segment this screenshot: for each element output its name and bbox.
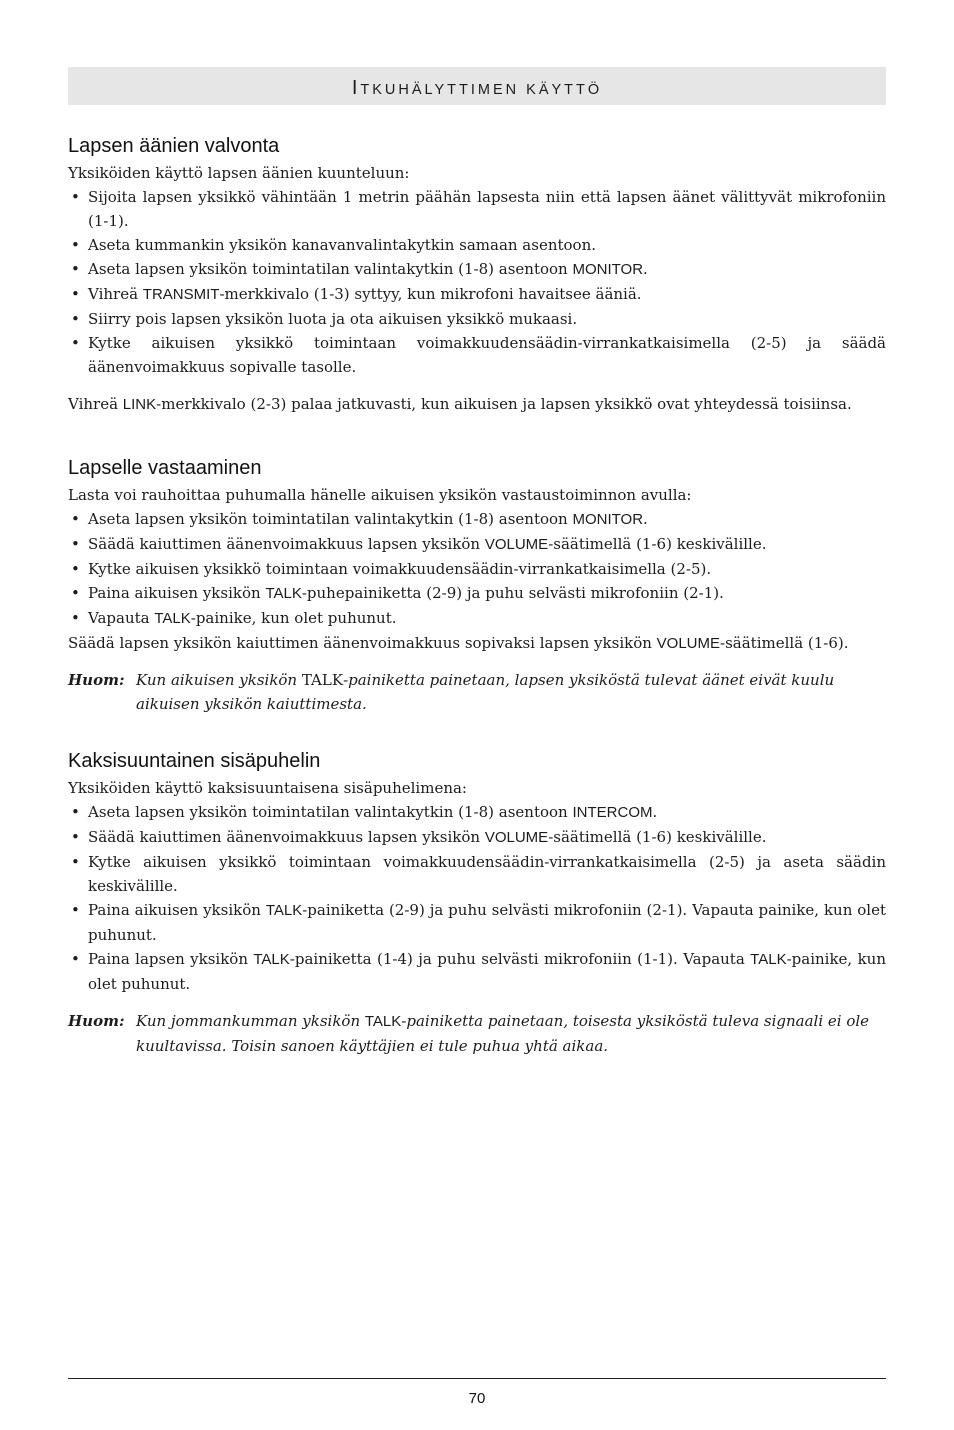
instruction-list <box>68 800 886 996</box>
control-name: TALK <box>253 951 290 968</box>
list-item <box>68 825 886 850</box>
list-item <box>68 185 886 233</box>
control-name: TALK <box>265 902 303 919</box>
list-item <box>68 800 886 825</box>
item-text: -merkkivalo (1-3) syttyy, kun mikrofoni havaitsee ääniä. <box>219 285 642 303</box>
item-text: Aseta kummankin yksikön kanavanvalintakytkin samaan asentoon. <box>88 236 597 254</box>
list-item <box>68 581 886 606</box>
list-item <box>68 947 886 996</box>
closing-text: Vihreä <box>68 395 123 413</box>
item-text: -painiketta (2-9) ja puhu selvästi mikrofoniin (2-1). Vapauta painike, kun olet puhunut. <box>88 901 886 944</box>
item-text: . <box>652 803 658 821</box>
item-text: . <box>643 260 648 278</box>
note-text <box>136 1009 878 1058</box>
control-name: MONITOR <box>572 261 644 278</box>
item-text: Paina aikuisen yksikön <box>88 584 266 602</box>
list-item <box>68 532 886 557</box>
list-item <box>68 331 886 379</box>
list-item <box>68 606 886 631</box>
item-text: . <box>643 510 648 528</box>
item-text: -painike, kun olet puhunut. <box>88 950 886 993</box>
item-text: -säätimellä (1-6) keskivälille. <box>548 828 767 846</box>
item-text: Aseta lapsen yksikön toimintatilan valintakytkin (1-8) asentoon <box>88 803 573 821</box>
control-name: TRANSMIT <box>142 286 220 303</box>
closing-text: -säätimellä (1-6). <box>720 634 849 652</box>
control-name: VOLUME <box>656 635 721 652</box>
item-text: Siirry pois lapsen yksikön luota ja ota aikuisen yksikkö mukaasi. <box>88 310 578 328</box>
item-text: Aseta lapsen yksikön toimintatilan valintakytkin (1-8) asentoon <box>88 260 573 278</box>
item-text: Säädä kaiuttimen äänenvoimakkuus lapsen yksikön <box>88 535 485 553</box>
list-item <box>68 307 886 331</box>
section-monitoring <box>68 134 886 417</box>
note-block <box>68 668 886 716</box>
note-text-part: Kun jommankumman yksikön <box>136 1012 365 1030</box>
item-text: Kytke aikuisen yksikkö toimintaan voimakkuudensäädin-virrankatkaisimella (2-5). <box>88 560 712 578</box>
item-text: -puhepainiketta (2-9) ja puhu selvästi mikrofoniin (2-1). <box>301 584 724 602</box>
item-text: Sijoita lapsen yksikkö vähintään 1 metrin päähän lapsesta niin että lapsen äänet välittyvät mikrofoniin (1-1). <box>88 188 886 230</box>
item-text: Säädä kaiuttimen äänenvoimakkuus lapsen yksikön <box>88 828 485 846</box>
control-name: TALK <box>265 585 302 602</box>
note-text-part: Kun aikuisen yksikön <box>136 671 302 689</box>
control-name: VOLUME <box>484 829 549 846</box>
section-closing <box>68 392 886 417</box>
item-text: Aseta lapsen yksikön toimintatilan valintakytkin (1-8) asentoon <box>88 510 573 528</box>
chapter-title: ITKUHÄLYTTIMEN KÄYTTÖ <box>351 77 603 99</box>
footer-divider <box>68 1378 886 1379</box>
item-text: Kytke aikuisen yksikkö toimintaan voimakkuudensäädin-virrankatkaisimella (2-5) ja säädä äänenvoimakkuus sopivalle tasolle. <box>88 334 886 376</box>
item-text: -painiketta (1-4) ja puhu selvästi mikrofoniin (1-1). Vapauta <box>289 950 751 968</box>
section-heading: Kaksisuuntainen sisäpuhelin <box>68 750 321 772</box>
item-text: -säätimellä (1-6) keskivälille. <box>548 535 767 553</box>
section-intercom <box>68 749 886 1058</box>
list-item <box>68 898 886 947</box>
note-block <box>68 1009 886 1058</box>
page-number: 70 <box>468 1390 486 1407</box>
list-item <box>68 257 886 282</box>
control-name: TALK <box>750 951 787 968</box>
section-closing <box>68 631 886 656</box>
section-intro: Lasta voi rauhoittaa puhumalla hänelle aikuisen yksikön vastaustoiminnon avulla: <box>68 486 692 504</box>
control-name: INTERCOM <box>572 804 653 821</box>
note-text-part: -painiketta painetaan, toisesta yksiköstä tuleva signaali ei ole kuultavissa. Toisin sanoen käyttäjien ei tule puhua yhtä aikaa. <box>136 1012 870 1055</box>
section-intro: Yksiköiden käyttö kaksisuuntaisena sisäpuhelimena: <box>68 779 467 797</box>
instruction-list <box>68 507 886 631</box>
control-name: TALK <box>364 1013 402 1030</box>
list-item <box>68 233 886 257</box>
item-text: Kytke aikuisen yksikkö toimintaan voimakkuudensäädin-virrankatkaisimella (2-5) ja aseta säädin keskivälille. <box>88 853 886 895</box>
note-text <box>136 668 878 716</box>
chapter-title-bar <box>68 67 886 105</box>
list-item <box>68 850 886 898</box>
section-responding <box>68 456 886 716</box>
closing-text: Säädä lapsen yksikön kaiuttimen äänenvoimakkuus sopivaksi lapsen yksikön <box>68 634 657 652</box>
list-item <box>68 282 886 307</box>
control-name: VOLUME <box>484 536 549 553</box>
control-name: MONITOR <box>572 511 644 528</box>
control-name: LINK <box>122 396 157 413</box>
closing-text: -merkkivalo (2-3) palaa jatkuvasti, kun aikuisen ja lapsen yksikkö ovat yhteydessä toisiinsa. <box>156 395 852 413</box>
item-text: Paina lapsen yksikön <box>88 950 254 968</box>
note-text-part: -painiketta painetaan, lapsen yksiköstä tulevat äänet eivät kuulu aikuisen yksikön kaiuttimesta. <box>136 671 835 713</box>
control-name: TALK <box>301 671 344 689</box>
instruction-list <box>68 185 886 379</box>
note-label: Huom: <box>68 1012 125 1030</box>
item-text: -painike, kun olet puhunut. <box>190 609 397 627</box>
section-heading: Lapselle vastaaminen <box>68 457 262 479</box>
section-intro: Yksiköiden käyttö lapsen äänien kuunteluun: <box>68 164 410 182</box>
list-item <box>68 557 886 581</box>
note-label: Huom: <box>68 671 125 689</box>
item-text: Paina aikuisen yksikön <box>88 901 266 919</box>
section-heading: Lapsen äänien valvonta <box>68 135 280 157</box>
control-name: TALK <box>154 610 191 627</box>
item-text: Vihreä <box>88 285 143 303</box>
list-item <box>68 507 886 532</box>
item-text: Vapauta <box>88 609 155 627</box>
